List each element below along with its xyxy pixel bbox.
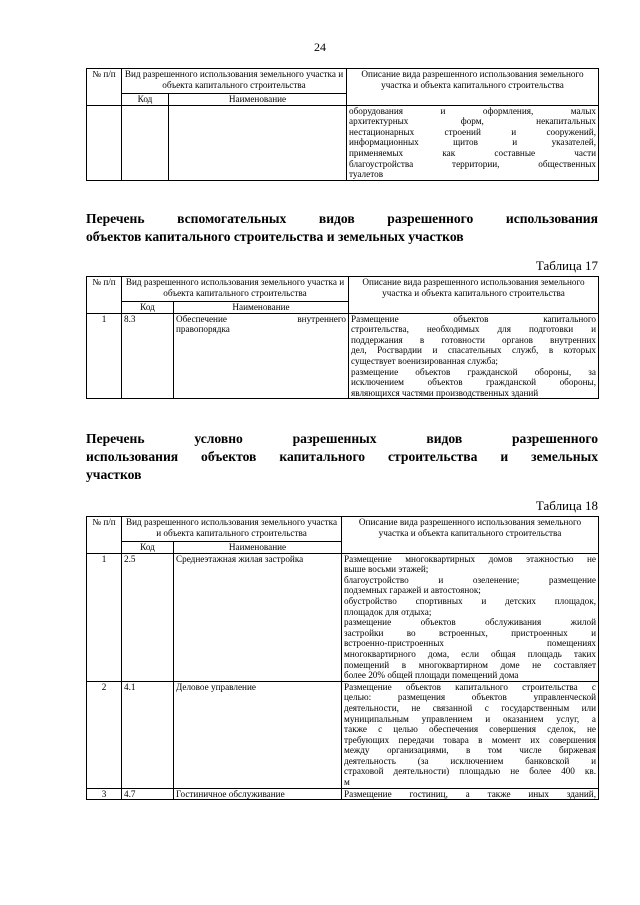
header-kind: Вид разрешенного использования земельного участка и объекта капитального строительства	[122, 69, 347, 94]
desc-line: между организациями, в том числе биржевая	[344, 745, 597, 756]
desc-line: выше восьми этажей;	[344, 564, 429, 575]
page-number: 24	[314, 40, 326, 54]
name-line: правопорядка	[176, 324, 230, 335]
heading-line: Перечень вспомогательных видов разрешенного использования	[86, 211, 598, 226]
desc-line: благоустройство и озеленение; размещение	[344, 574, 597, 585]
cell-desc	[347, 105, 599, 180]
desc-line: деятельности, не связанной с государственным или	[344, 702, 597, 713]
desc-line: деятельность (за исключением банковской и	[344, 755, 597, 766]
desc-line: помещений в многоквартирном доме не составляет	[344, 659, 597, 670]
header-code: Код	[122, 94, 169, 106]
desc-line: исключением объектов гражданской обороны,	[351, 377, 597, 388]
desc-line: туалетов	[349, 169, 384, 180]
header-kind: Вид разрешенного использования земельного участка и объекта капитального строительства	[122, 517, 342, 542]
desc-line: информационных щитов и указателей,	[349, 137, 597, 148]
heading-conditional	[86, 430, 598, 484]
desc-line: Размещение объектов капитального строительства с	[344, 681, 597, 692]
table-caption-18: Таблица 18	[535, 498, 598, 513]
desc-line: обустройство спортивных и детских площадок,	[344, 595, 597, 606]
cell-desc	[349, 313, 599, 399]
heading-auxiliary	[86, 210, 598, 246]
header-code: Код	[122, 542, 174, 554]
table-17	[86, 276, 599, 399]
cell-name	[174, 313, 349, 399]
cell-desc	[342, 681, 599, 788]
desc-line: Размещение объектов капитального	[351, 313, 597, 324]
header-code: Код	[122, 302, 174, 314]
heading-line: объектов капитального строительства и земельных участков	[86, 229, 464, 244]
cell-code: 4.1	[122, 681, 174, 788]
header-num: № п/п	[87, 277, 122, 314]
cell-name: Гостиничное обслуживание	[174, 788, 342, 800]
name-line: Обеспечение внутреннего	[176, 313, 347, 324]
desc-line: встроенно-пристроенных помещениях	[344, 638, 597, 649]
desc-line: существует военизированная служба;	[351, 355, 498, 366]
desc-line: размещение объектов гражданской обороны, за	[351, 366, 597, 377]
desc-line: более 20% общей площади помещений дома	[344, 670, 519, 681]
table-row	[87, 681, 599, 788]
cell-num	[87, 105, 122, 180]
desc-line: м	[344, 777, 350, 788]
header-name: Наименование	[174, 542, 342, 554]
desc-line: нестационарных строений и сооружений,	[349, 126, 597, 137]
cell-num: 1	[87, 553, 122, 681]
desc-line: дел, Росгвардии и спасательных служб, в которых	[351, 345, 597, 356]
cell-num: 2	[87, 681, 122, 788]
table-18	[86, 516, 599, 800]
cell-name: Деловое управление	[174, 681, 342, 788]
desc-line: благоустройства территории, общественных	[349, 158, 597, 169]
desc-line: применяемых как составные части	[349, 147, 597, 158]
desc-line: Размещение многоквартирных домов этажностью не	[344, 553, 597, 564]
table-continuation	[86, 68, 599, 181]
cell-code: 2.5	[122, 553, 174, 681]
desc-line: целью: размещения объектов управленческой	[344, 692, 597, 703]
cell-code: 4.7	[122, 788, 174, 800]
header-desc: Описание вида разрешенного использования земельного участка и объекта капитального строительства	[347, 69, 599, 106]
header-num: № п/п	[87, 517, 122, 554]
desc-line: застройки во встроенных, пристроенных и	[344, 627, 597, 638]
desc-line: площадок для отдыха;	[344, 606, 432, 617]
heading-line: Перечень условно разрешенных видов разрешенного	[86, 431, 598, 446]
cell-desc	[342, 553, 599, 681]
desc-line: архитектурных форм, некапитальных	[349, 116, 597, 127]
desc-line: поддержания в готовности органов внутренних	[351, 334, 597, 345]
cell-desc	[342, 788, 599, 800]
header-desc: Описание вида разрешенного использования земельного участка и объекта капитального строительства	[349, 277, 599, 314]
header-num: № п/п	[87, 69, 122, 106]
desc-line: муниципальным управлением и оказанием услуг, а	[344, 713, 597, 724]
table-row	[87, 553, 599, 681]
heading-line: участков	[86, 467, 142, 482]
header-kind: Вид разрешенного использования земельного участка и объекта капитального строительства	[122, 277, 349, 302]
header-desc: Описание вида разрешенного использования земельного участка и объекта капитального строительства	[342, 517, 599, 554]
table-row	[87, 788, 599, 800]
cell-name: Среднеэтажная жилая застройка	[174, 553, 342, 681]
desc-line: оборудования и оформления, малых	[349, 105, 597, 116]
cell-code: 8.3	[122, 313, 174, 399]
desc-line: являющихся частями производственных зданий	[351, 387, 539, 398]
cell-name	[169, 105, 347, 180]
desc-line: размещение объектов обслуживания жилой	[344, 617, 597, 628]
cell-num: 1	[87, 313, 122, 399]
table-caption-17: Таблица 17	[535, 258, 598, 273]
cell-num: 3	[87, 788, 122, 800]
desc-line: требующих передачи товара в момент их совершения	[344, 734, 597, 745]
heading-line: использования объектов капитального строительства и земельных	[86, 449, 598, 464]
desc-line: также с целью обеспечения совершения сделок, не	[344, 724, 597, 735]
desc-line: Размещение гостиниц, а также иных зданий,	[344, 788, 597, 799]
desc-line: многоквартирного дома, если общая площадь таких	[344, 648, 597, 659]
header-name: Наименование	[169, 94, 347, 106]
desc-line: подземных гаражей и автостоянок;	[344, 585, 481, 596]
desc-line: страховой деятельности) площадью не более 400 кв.	[344, 766, 597, 777]
header-name: Наименование	[174, 302, 349, 314]
desc-line: строительства, необходимых для подготовки и	[351, 324, 597, 335]
cell-code	[122, 105, 169, 180]
